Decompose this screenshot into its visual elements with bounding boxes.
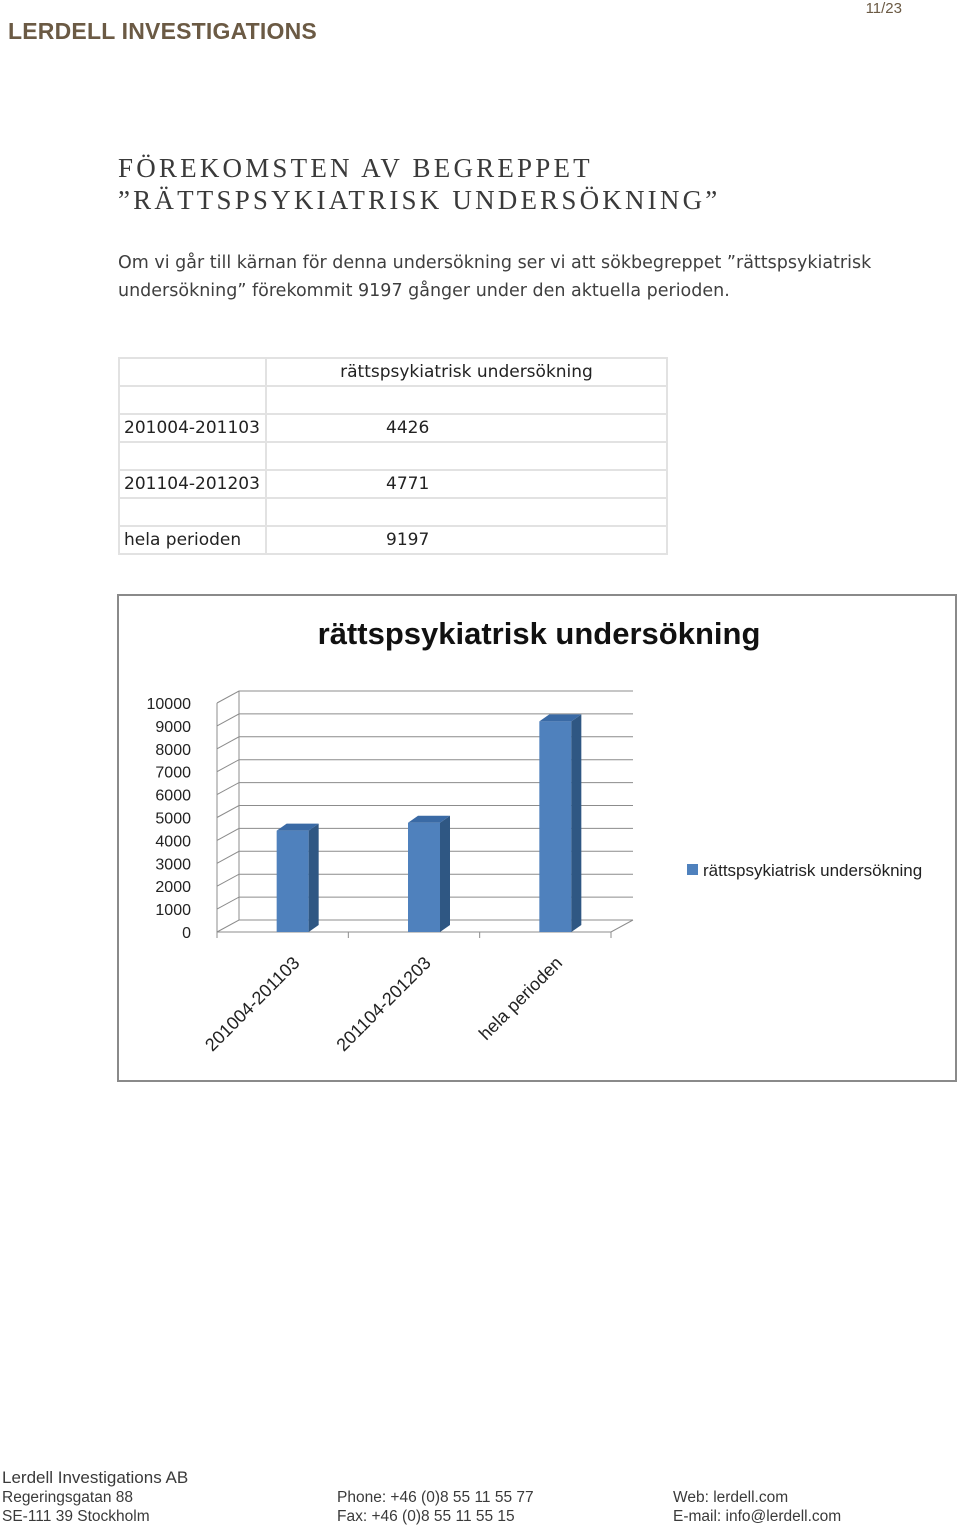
y-tick-label: 6000 — [155, 787, 191, 805]
table-spacer-row — [119, 498, 667, 526]
results-table — [118, 357, 668, 555]
table-cell-value: 9197 — [266, 526, 667, 554]
bar — [277, 831, 309, 932]
y-tick-label: 7000 — [155, 764, 191, 782]
bar-side — [440, 816, 450, 932]
table-row — [119, 526, 667, 554]
legend-swatch — [687, 864, 698, 875]
bar-side — [309, 824, 319, 932]
gridline — [217, 691, 633, 703]
y-tick-label: 5000 — [155, 810, 191, 828]
section-heading-line1: FÖREKOMSTEN AV BEGREPPET — [118, 153, 593, 183]
footer-address-line2: SE-111 39 Stockholm — [2, 1508, 150, 1525]
chart-title: rättspsykiatrisk undersökning — [317, 616, 761, 651]
footer-web[interactable]: Web: lerdell.com — [673, 1489, 789, 1506]
footer-fax: Fax: +46 (0)8 55 11 55 15 — [337, 1508, 515, 1525]
y-tick-label: 0 — [182, 925, 191, 942]
bar — [539, 721, 571, 932]
table-spacer-row — [119, 386, 667, 414]
y-tick-label: 10000 — [146, 696, 191, 713]
table-cell-period: hela perioden — [119, 526, 266, 554]
footer-address-line1: Regeringsgatan 88 — [2, 1489, 133, 1506]
brand-logo-text: LERDELL INVESTIGATIONS — [8, 18, 317, 44]
table-cell-period: 201004-201103 — [119, 414, 266, 442]
table-cell-value: 4771 — [266, 470, 667, 498]
bar — [408, 823, 440, 932]
table-spacer-row — [119, 442, 667, 470]
y-tick-label: 2000 — [155, 879, 191, 897]
intro-paragraph: Om vi går till kärnan för denna undersökning ser vi att sökbegreppet ”rättspsykiatrisk undersökning” förekommit 9197 gånger under den aktuella perioden. — [118, 253, 872, 301]
chart-frame — [117, 594, 957, 1082]
x-tick-label: hela perioden — [474, 952, 567, 1044]
footer-company: Lerdell Investigations AB — [2, 1468, 189, 1487]
x-tick-label: 201004-201103 — [201, 952, 304, 1056]
table-cell-period: 201104-201203 — [119, 470, 266, 498]
bar-chart — [119, 596, 955, 1080]
table-header-row — [119, 358, 667, 386]
x-tick-label: 201104-201203 — [332, 952, 435, 1056]
y-tick-label: 8000 — [155, 741, 191, 759]
table-cell-value: 4426 — [266, 414, 667, 442]
bar-side — [571, 714, 581, 932]
table-column-header: rättspsykiatrisk undersökning — [266, 358, 667, 386]
y-tick-label: 4000 — [155, 833, 191, 851]
footer-email[interactable]: E-mail: info@lerdell.com — [673, 1508, 842, 1525]
section-heading — [118, 152, 720, 216]
footer-phone: Phone: +46 (0)8 55 11 55 77 — [337, 1489, 534, 1506]
y-tick-label: 3000 — [155, 856, 191, 874]
y-tick-label: 9000 — [155, 718, 191, 736]
table-row — [119, 414, 667, 442]
section-heading-line2: ”RÄTTSPSYKIATRISK UNDERSÖKNING” — [118, 185, 721, 215]
y-tick-label: 1000 — [155, 902, 191, 920]
legend-label: rättspsykiatrisk undersökning — [703, 861, 923, 880]
table-row — [119, 470, 667, 498]
page-number: 11/23 — [865, 0, 902, 17]
